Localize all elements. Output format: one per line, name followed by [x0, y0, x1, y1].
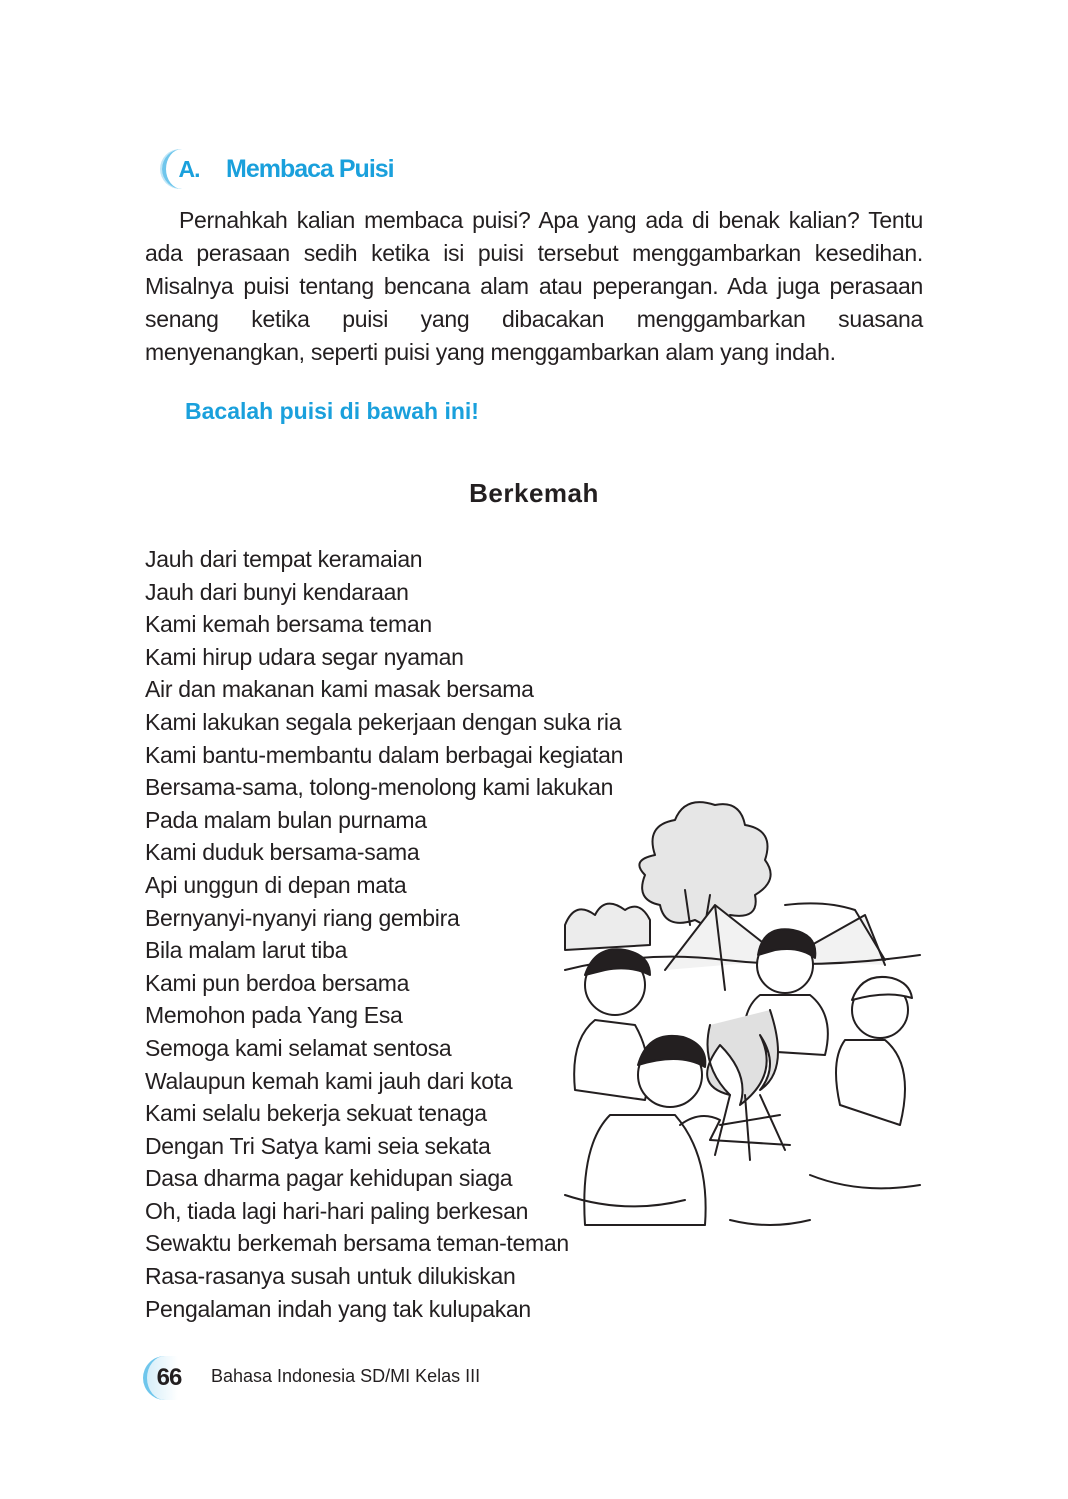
poem-line: Oh, tiada lagi hari-hari paling berkesan	[145, 1197, 529, 1224]
poem-line: Semoga kami selamat sentosa	[145, 1034, 452, 1061]
poem-line: Air dan makanan kami masak bersama	[145, 676, 534, 703]
poem-lines	[145, 543, 623, 1325]
poem-line: Dasa dharma pagar kehidupan siaga	[145, 1165, 513, 1192]
poem-line: Memohon pada Yang Esa	[145, 1002, 403, 1029]
section-letter: A.	[162, 149, 212, 189]
poem-line: Bersama-sama, tolong-menolong kami lakukan	[145, 774, 614, 801]
poem-line: Kami duduk bersama-sama	[145, 839, 420, 866]
poem-line: Jauh dari tempat keramaian	[145, 546, 423, 572]
poem-line: Dengan Tri Satya kami seia sekata	[145, 1132, 491, 1159]
poem-line: Bila malam larut tiba	[145, 937, 348, 964]
poem-line: Kami selalu bekerja sekuat tenaga	[145, 1100, 487, 1127]
poem-line: Jauh dari bunyi kendaraan	[145, 578, 409, 605]
page-number: 66	[143, 1356, 191, 1400]
section-heading	[162, 146, 394, 192]
camping-illustration	[560, 795, 930, 1230]
poem-line: Kami bantu-membantu dalam berbagai kegiatan	[145, 741, 624, 768]
poem-line: Kami hirup udara segar nyaman	[145, 643, 464, 670]
intro-text: Pernahkah kalian membaca puisi? Apa yang ada di benak kalian? Tentu ada perasaan sedih ketika isi puisi tersebut menggambarkan kesedihan. Misalnya puisi tentang bencana alam atau peperangan. Ada juga perasaan senang ketika puisi yang dibacakan menggambarkan suasana menyenangkan, seperti puisi yang menggambarkan alam yang indah.	[145, 207, 923, 365]
poem-line: Pengalaman indah yang tak kulupakan	[145, 1295, 531, 1322]
poem-title: Berkemah	[469, 478, 599, 508]
poem-line: Rasa-rasanya susah untuk dilukiskan	[145, 1263, 516, 1290]
poem-line: Kami lakukan segala pekerjaan dengan suka ria	[145, 708, 622, 735]
book-title: Bahasa Indonesia SD/MI Kelas III	[211, 1366, 481, 1386]
poem-line: Kami kemah bersama teman	[145, 611, 432, 638]
intro-paragraph	[145, 204, 923, 369]
section-title: Membaca Puisi	[226, 154, 394, 183]
poem-line: Kami pun berdoa bersama	[145, 969, 410, 996]
poem-line: Walaupun kemah kami jauh dari kota	[145, 1067, 513, 1094]
poem-line: Pada malam bulan purnama	[145, 806, 427, 833]
poem-line: Bernyanyi-nyanyi riang gembira	[145, 904, 460, 931]
reading-instruction: Bacalah puisi di bawah ini!	[185, 398, 479, 424]
poem-line: Api unggun di depan mata	[145, 871, 407, 898]
poem-line: Sewaktu berkemah bersama teman-teman	[145, 1230, 569, 1257]
